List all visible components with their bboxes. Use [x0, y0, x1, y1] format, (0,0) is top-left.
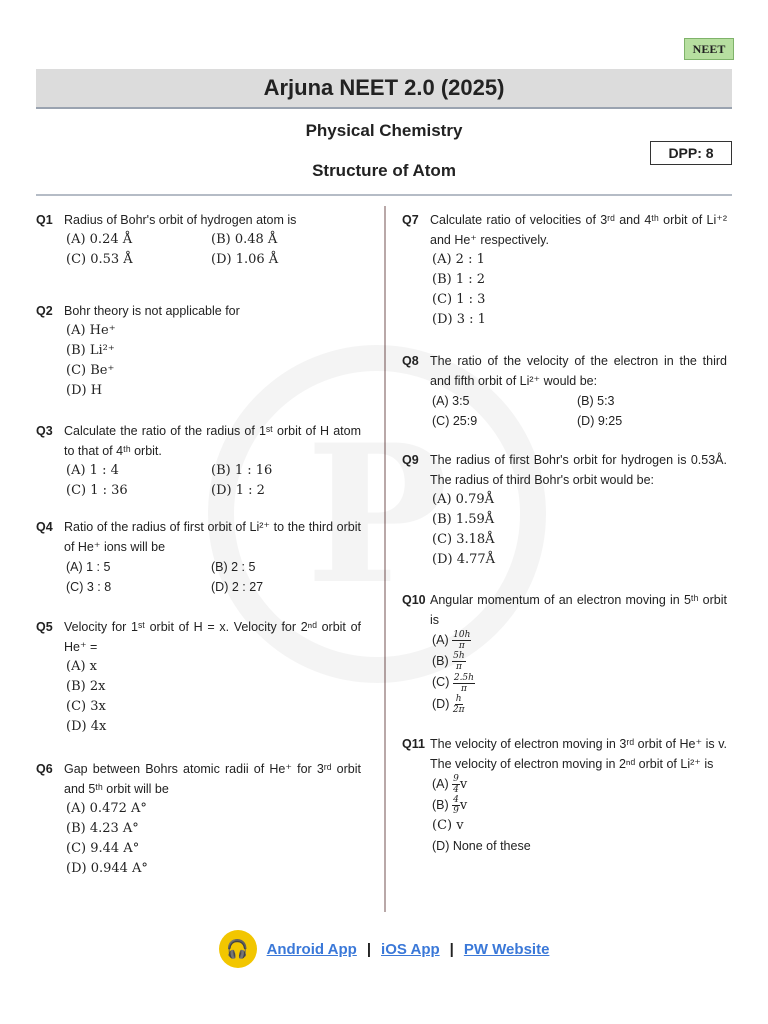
question-text: The radius of first Bohr's orbit for hydrogen is 0.53Å. The radius of third Bohr's orbit would be:	[430, 453, 727, 487]
option-d: (D) 0.944 A°	[66, 861, 148, 876]
option-c: (C) 3 : 8	[66, 580, 112, 594]
question-text: Angular momentum of an electron moving in 5ᵗʰ orbit is	[430, 593, 727, 627]
question-text: Gap between Bohrs atomic radii of He⁺ for 3ʳᵈ orbit and 5ᵗʰ orbit will be	[64, 762, 361, 796]
question-number: Q5	[36, 620, 53, 634]
question-2	[36, 301, 361, 401]
option-c: (C) 25:9	[432, 414, 478, 428]
option-a: (A) 2 : 1	[432, 252, 485, 267]
chapter-heading: Structure of Atom	[312, 161, 456, 180]
option-a: (A) 1 : 5	[66, 560, 111, 574]
question-number: Q9	[402, 453, 419, 467]
option-b: (B) Li²⁺	[66, 343, 115, 358]
question-7	[402, 210, 727, 330]
separator: |	[449, 940, 454, 958]
option-d: (D) 3 : 1	[432, 312, 486, 327]
question-11	[402, 734, 727, 856]
question-number: Q10	[402, 593, 426, 607]
option-d: (D) 1.06 Å	[211, 252, 279, 267]
dpp-label: DPP: 8	[650, 141, 732, 165]
option-c: (C) Be⁺	[66, 363, 115, 378]
question-number: Q7	[402, 213, 419, 227]
option-c: (C) 1 : 3	[432, 292, 486, 307]
option-c: (C) 3x	[66, 699, 106, 714]
option-b: (B) $\frac{5h}{\pi}$	[432, 651, 465, 673]
option-b: (B) 1 : 2	[432, 272, 486, 287]
question-text: Bohr theory is not applicable for	[64, 304, 240, 318]
option-c: (C) $\frac{2.5h}{\pi}$	[432, 672, 474, 694]
option-d: (D) 2 : 27	[211, 580, 264, 594]
question-6	[36, 759, 361, 879]
option-d: (D) 9:25	[577, 414, 623, 428]
question-5	[36, 617, 361, 737]
headset-icon: 🎧	[226, 938, 249, 959]
option-a: (A) 1 : 4	[66, 463, 119, 478]
question-text: Calculate the ratio of the radius of 1ˢᵗ orbit of H atom to that of 4ᵗʰ orbit.	[64, 424, 361, 458]
option-d: (D) None of these	[432, 839, 531, 854]
option-b: (B) 1 : 16	[211, 463, 273, 478]
option-a: (A) $\frac{9}{4}$ v	[432, 774, 468, 796]
option-b: (B) 5:3	[577, 394, 615, 408]
android-app-link[interactable]: Android App	[266, 940, 357, 958]
question-1	[36, 210, 361, 270]
option-b: (B) 4.23 A°	[66, 821, 139, 836]
question-4	[36, 517, 361, 597]
question-number: Q1	[36, 213, 53, 227]
option-b: (B) 2 : 5	[211, 560, 256, 574]
question-text: The ratio of the velocity of the electron in the third and fifth orbit of Li²⁺ would be:	[430, 354, 727, 388]
question-text: Radius of Bohr's orbit of hydrogen atom is	[64, 213, 297, 227]
question-text: Ratio of the radius of first orbit of Li²⁺ to the third orbit of He⁺ ions will be	[64, 520, 361, 554]
ios-app-link[interactable]: iOS App	[381, 940, 440, 958]
option-d: (D) 1 : 2	[211, 483, 265, 498]
question-number: Q3	[36, 424, 53, 438]
option-c: (C) 3.18Å	[432, 532, 495, 547]
question-number: Q4	[36, 520, 53, 534]
question-text: The velocity of electron moving in 3ʳᵈ orbit of He⁺ is v. The velocity of electron moving in 2ⁿᵈ orbit of Li²⁺ is	[430, 737, 727, 771]
customer-service-logo	[219, 930, 257, 968]
question-number: Q8	[402, 354, 419, 368]
question-text: Calculate ratio of velocities of 3ʳᵈ and 4ᵗʰ orbit of Li⁺² and He⁺ respectively.	[430, 213, 727, 247]
question-8	[402, 351, 727, 431]
question-9	[402, 450, 727, 570]
question-number: Q11	[402, 737, 425, 751]
option-d: (D) $\frac{h}{2\pi}$	[432, 693, 465, 715]
option-a: (A) 3:5	[432, 394, 470, 408]
option-d: (D) H	[66, 383, 103, 398]
exam-badge: NEET	[684, 38, 734, 60]
option-d: (D) 4.77Å	[432, 552, 496, 567]
option-b: (B) 2x	[66, 679, 106, 694]
option-c: (C) 1 : 36	[66, 483, 128, 498]
question-3	[36, 421, 361, 501]
subject-heading: Physical Chemistry	[305, 121, 463, 140]
option-d: (D) 4x	[66, 719, 107, 734]
pw-website-link[interactable]: PW Website	[463, 940, 550, 958]
header-divider	[36, 194, 732, 196]
option-b: (B) 1.59Å	[432, 512, 495, 527]
option-b: (B) 0.48 Å	[211, 232, 278, 247]
separator: |	[366, 940, 372, 958]
option-a: (A) 0.79Å	[432, 492, 494, 507]
option-a: (A) 0.472 A°	[66, 801, 147, 816]
page-title: Arjuna NEET 2.0 (2025)	[36, 69, 732, 109]
question-number: Q2	[36, 304, 53, 318]
option-b: (B) $\frac{4}{9}$ v	[432, 795, 468, 817]
question-10	[402, 590, 727, 715]
option-c: (C) 0.53 Å	[66, 252, 133, 267]
option-a: (A) x	[66, 659, 97, 674]
option-c: (C) v	[432, 818, 464, 834]
option-a: (A) He⁺	[66, 323, 116, 338]
question-text: Velocity for 1ˢᵗ orbit of H = x. Velocity for 2ⁿᵈ orbit of He⁺ =	[64, 620, 361, 654]
question-number: Q6	[36, 762, 53, 776]
footer-links	[0, 930, 768, 968]
option-c: (C) 9.44 A°	[66, 841, 140, 856]
option-a: (A) $\frac{10h}{\pi}$	[432, 630, 471, 652]
option-a: (A) 0.24 Å	[66, 232, 133, 247]
